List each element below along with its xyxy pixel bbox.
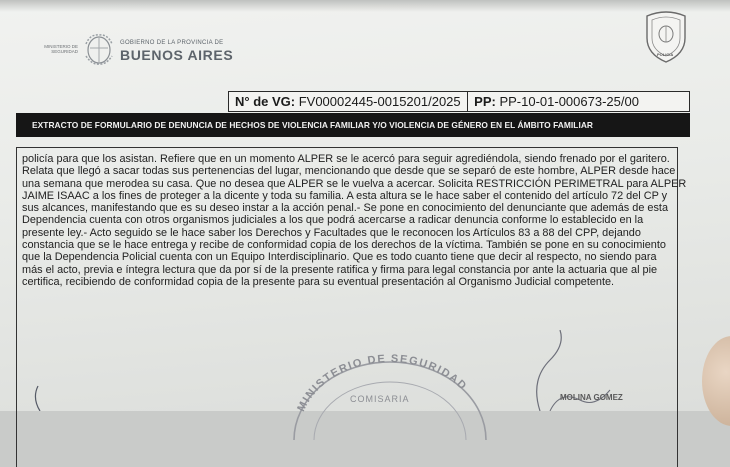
police-label: POLICIA (657, 52, 674, 57)
statement-line: que la Dependencia Policial cuenta con un Equipo Interdisciplinario. Que es todo cuanto tiene que decir al respecto, no siendo para (22, 251, 657, 264)
statement-line: constancia que se le hace entrega y recibe de conformidad copia de los derechos de la víctima. También se pone en su conocimiento (22, 239, 666, 252)
signature-stroke (28, 384, 48, 411)
vg-number (229, 94, 461, 109)
statement-body (22, 153, 687, 288)
pp-value: PP-10-01-000673-25/00 (499, 94, 639, 109)
statement-line: JAIME ISAAC a los fines de proteger a la dicente y toda su familia. A esta altura se le hace saber el contenido del artículo 72 del CP y (22, 189, 668, 202)
top-shadow (0, 0, 730, 12)
vg-label: N° de VG: (235, 94, 296, 109)
pp-label: PP: (474, 94, 496, 109)
government-line: GOBIERNO DE LA PROVINCIA DE (120, 40, 224, 46)
statement-line: certifica, recibiendo de conformidad copia de la presente para su eventual presentación al Organismo Judicial competente. (22, 275, 615, 288)
statement-line: más el acto, previa e íntegra lectura que da por sí de la presente ratifica y firma para legal constancia por ante la actuaria que al pie (22, 263, 658, 276)
statement-line: Relata que llegó a sacar todas sus pertenencias del lugar, mencionando que desde que se separó de este hombre, ALPER desde hace (22, 165, 676, 178)
province-name: BUENOS AIRES (120, 47, 234, 63)
pp-number (474, 94, 639, 109)
svg-text:MINISTERIO DE SEGURIDAD (295, 353, 469, 414)
form-title: EXTRACTO DE FORMULARIO DE DENUNCIA DE HECHOS DE VIOLENCIA FAMILIAR Y/O VIOLENCIA DE GÉNERO EN EL ÁMBITO FAMILIAR (16, 113, 690, 137)
identifier-band (228, 91, 690, 112)
signature-name: MOLINA GOMEZ (560, 393, 623, 402)
stamp-inner-text: COMISARIA (350, 394, 410, 404)
vg-value: FV00002445-0015201/2025 (298, 94, 461, 109)
statement-line: Dependencia cuenta con otros organismos judiciales a los que podrá acercarse a radicar denuncia conforme lo establecido en la (22, 214, 644, 227)
statement-line: sus alcances, manifestando que es su deseo instar a la acción penal.- Se pone en conocimiento del denunciante que además de esta (22, 202, 668, 215)
official-stamp (280, 322, 500, 442)
province-crest-icon (80, 30, 118, 68)
ministry-label: MINISTERIO DE SEGURIDAD (44, 44, 78, 54)
stamp-arc-text: MINISTERIO DE SEGURIDAD (295, 352, 470, 414)
statement-line: policía para que los asistan. Refiere que en un momento ALPER se le acercó para seguir agrediéndola, siendo frenado por el garitero. (22, 153, 670, 165)
band-divider (467, 92, 469, 111)
statement-line: presente ley.- Acto seguido se le hace saber los Derechos y Facultades que le reconocen los Artículos 83 a 88 del CPP, dejando (22, 226, 641, 239)
statement-line: una semana que merodea su casa. Que no desea que ALPER se le vuelva a acercar. Solicita RESTRICCIÓN PERIMETRAL para ALPER (22, 177, 687, 190)
